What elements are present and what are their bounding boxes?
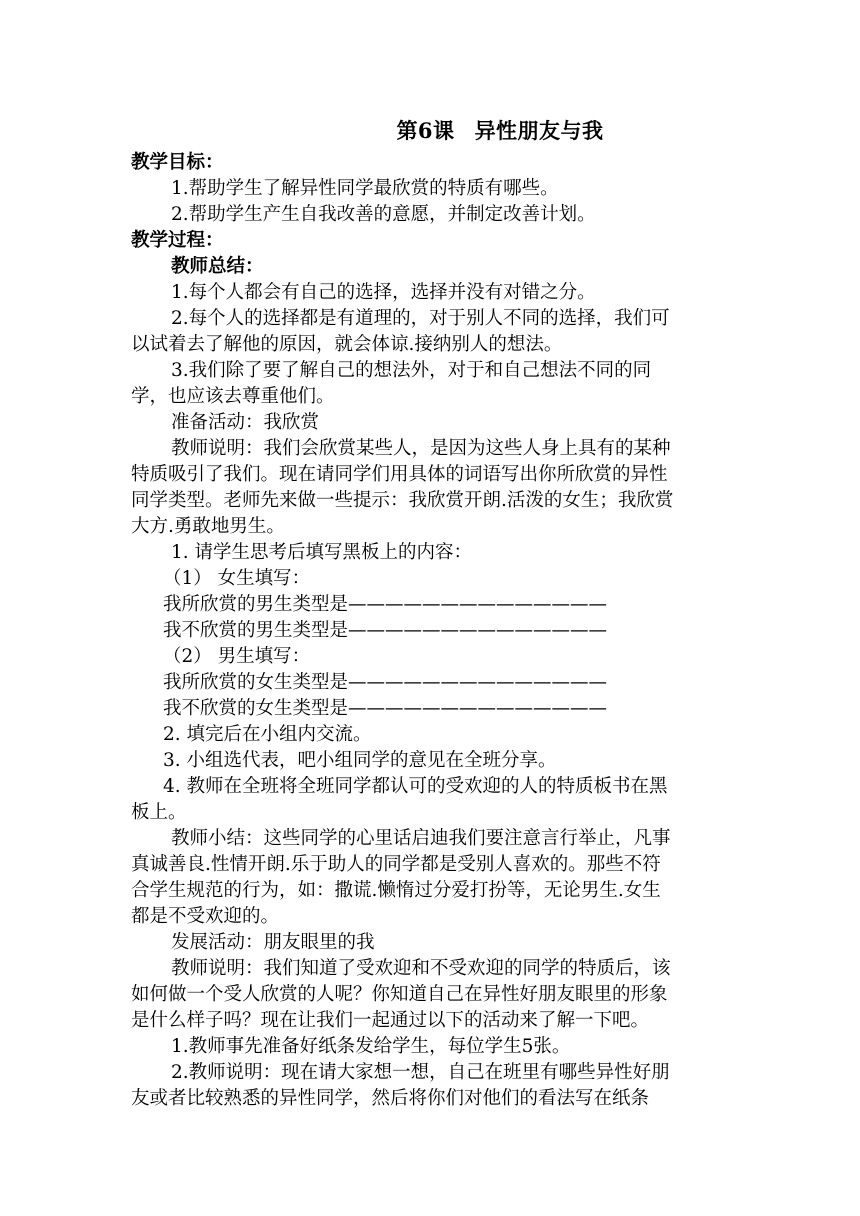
text-line: 教师小结：这些同学的心里话启迪我们要注意言行举止，凡事 [171,828,671,849]
text-line: 1.帮助学生了解异性同学最欣赏的特质有哪些。 [171,178,559,199]
lesson-number: 第6课 [396,118,455,143]
document-body [131,150,731,1112]
text-line: 如何做一个受人欣赏的人呢？你知道自己在异性好朋友眼里的形象 [131,984,668,1005]
text-line: 真诚善良.性情开朗.乐于助人的同学都是受别人喜欢的。那些不符 [131,854,661,875]
text-line: 以试着去了解他的原因，就会体谅.接纳别人的想法。 [131,334,563,355]
text-line: 合学生规范的行为，如：撒谎.懒惰过分爱打扮等，无论男生.女生 [131,880,661,901]
text-line: 板上。 [131,802,187,823]
text-line: 是什么样子吗？现在让我们一起通过以下的活动来了解一下吧。 [131,1010,650,1031]
text-line: 学，也应该去尊重他们。 [131,386,335,407]
text-line: 2. 填完后在小组内交流。 [163,724,372,745]
text-line: 发展活动：朋友眼里的我 [171,932,375,953]
text-line: 特质吸引了我们。现在请同学们用具体的词语写出你所欣赏的异性 [131,464,668,485]
text-line: 教师总结： [171,256,264,277]
text-line: 教师说明：我们知道了受欢迎和不受欢迎的同学的特质后，该 [171,958,671,979]
text-line: 准备活动：我欣赏 [171,412,320,433]
text-line: 1.每个人都会有自己的选择，选择并没有对错之分。 [171,282,596,303]
lesson-name: 异性朋友与我 [474,118,604,143]
text-line: 2.帮助学生产生自我改善的意愿，并制定改善计划。 [171,204,596,225]
text-line: 教学目标： [131,152,224,173]
text-line: 1. 请学生思考后填写黑板上的内容： [171,542,473,563]
text-line: 我不欣赏的男生类型是—————————————— [163,620,608,641]
text-line: （2） 男生填写： [163,646,311,667]
page-title [0,115,860,145]
text-line: 同学类型。老师先来做一些提示：我欣赏开朗.活泼的女生；我欣赏 [131,490,674,511]
text-line: 教学过程： [131,230,224,251]
text-line: 大方.勇敢地男生。 [131,516,285,537]
text-line: 我所欣赏的男生类型是—————————————— [163,594,608,615]
text-line: 友或者比较熟悉的异性同学，然后将你们对他们的看法写在纸条 [131,1088,650,1109]
text-line: （1） 女生填写： [163,568,311,589]
text-line: 我所欣赏的女生类型是—————————————— [163,672,608,693]
text-line: 都是不受欢迎的。 [131,906,280,927]
text-line: 3.我们除了要了解自己的想法外，对于和自己想法不同的同 [171,360,652,381]
text-line: 教师说明：我们会欣赏某些人，是因为这些人身上具有的某种 [171,438,671,459]
text-line: 2.每个人的选择都是有道理的，对于别人不同的选择，我们可 [171,308,670,329]
text-line: 1.教师事先准备好纸条发给学生，每位学生5张。 [171,1036,571,1057]
text-line: 4. 教师在全班将全班同学都认可的受欢迎的人的特质板书在黑 [163,776,668,797]
text-line: 我不欣赏的女生类型是—————————————— [163,698,608,719]
text-line: 3. 小组选代表，吧小组同学的意见在全班分享。 [163,750,557,771]
text-line: 2.教师说明：现在请大家想一想，自己在班里有哪些异性好朋 [171,1062,670,1083]
